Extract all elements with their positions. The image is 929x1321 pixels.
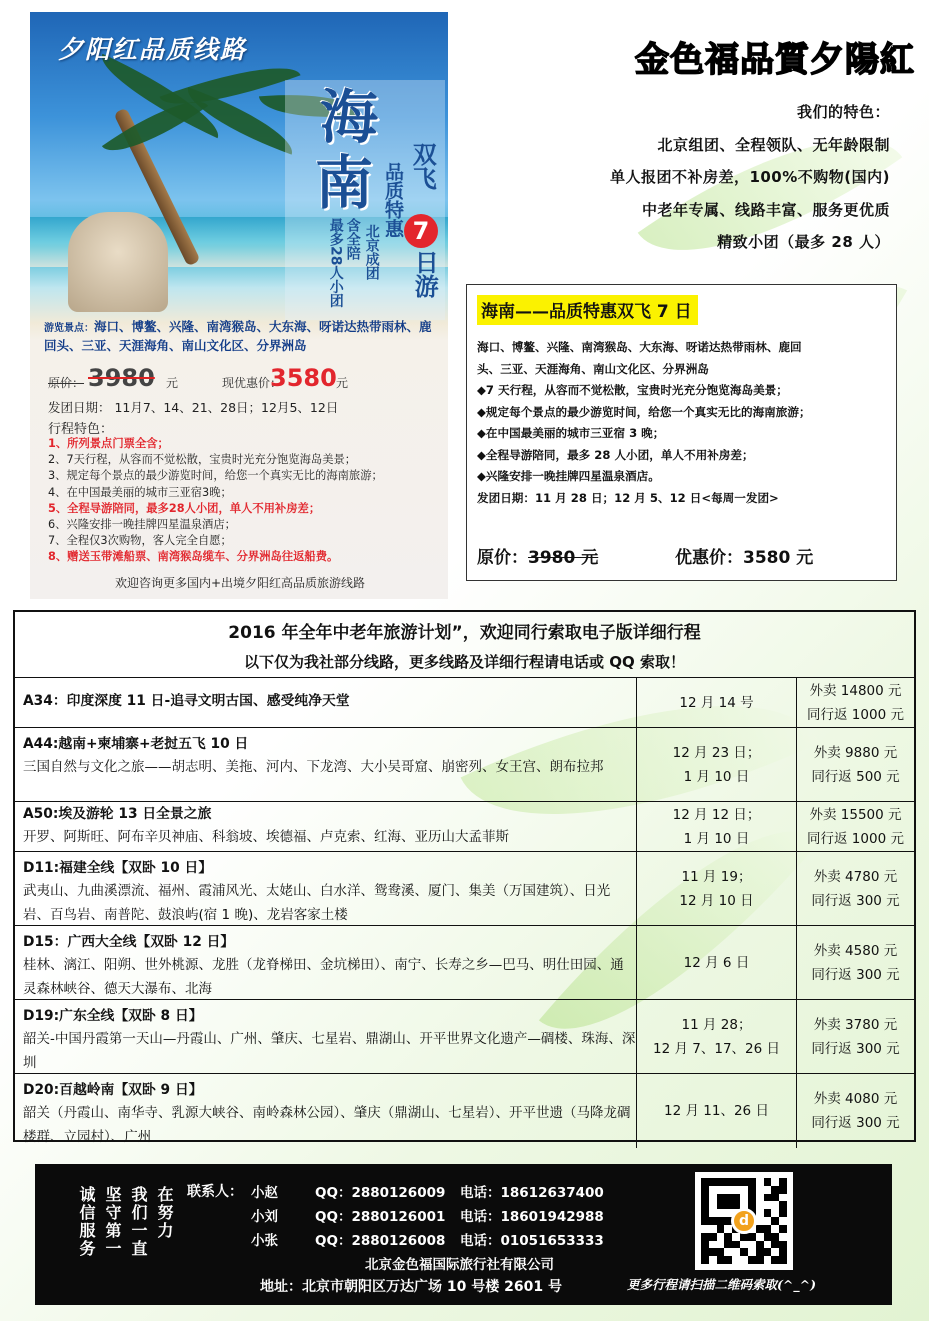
route-cell (15, 1074, 637, 1148)
price-cell (797, 728, 914, 801)
sand-sculpture-illustration (68, 212, 168, 312)
route-price: 外卖 15500 元 (809, 806, 902, 823)
route-date: 12 月 14 号 (679, 694, 754, 711)
poster-brand: 夕阳红品质线路 (58, 35, 248, 64)
poster-features-list (48, 436, 443, 566)
slogan-line: 我们一直 (129, 1186, 148, 1258)
poster-now-price-label: 现优惠价： (222, 376, 283, 390)
route-price: 外卖 9880 元 (813, 744, 898, 761)
promo-now-label: 优惠价： (675, 548, 743, 568)
slogan-line: 坚守第一 (103, 1186, 122, 1258)
route-rebate: 同行返 500 元 (811, 768, 900, 785)
promo-body (477, 337, 886, 509)
route-price: 外卖 4080 元 (813, 1091, 898, 1107)
promo-line: 海口、博鳌、兴隆、南湾猴岛、大东海、呀诺达热带雨林、鹿回 (477, 340, 802, 354)
poster-feature-item: 5、全程导游陪同，最多28人小团，单人不用补房差； (48, 501, 321, 515)
company-address: 地址：北京市朝阳区万达广场 10 号楼 2601 号 (260, 1279, 562, 1295)
table-row (15, 926, 914, 1000)
schedule-subheading: 以下仅为我社部分线路，更多线路及详细行程请电话或 QQ 索取！ (244, 653, 685, 671)
poster-orig-price-label: 原价： (48, 376, 85, 390)
promo-line: ◆7 天行程，从容而不觉松散，宝贵时光充分饱览海岛美景； (477, 383, 788, 397)
date-cell (637, 1000, 797, 1073)
contact-qq: QQ：2880126008 (315, 1233, 446, 1249)
hainan-poster (30, 12, 448, 599)
contact-name: 小赵 (251, 1185, 278, 1201)
date-cell (637, 852, 797, 925)
poster-price-row (48, 364, 443, 394)
price-cell (797, 678, 914, 727)
poster-seven-badge: 7 (404, 214, 438, 248)
route-desc: 开罗、阿斯旺、阿布辛贝神庙、科翁坡、埃德福、卢克索、红海、亚历山大孟菲斯 (23, 829, 509, 845)
date-cell (637, 926, 797, 999)
price-cell (797, 926, 914, 999)
schedule-heading: 2016 年全年中老年旅游计划”，欢迎同行索取电子版详细行程 (228, 623, 701, 643)
poster-orig-unit: 元 (166, 376, 179, 390)
route-date: 12 月 11、26 日 (664, 1103, 769, 1119)
poster-title-nan: 南 (315, 149, 374, 217)
route-name: D15：广西大全线【双卧 12 日】 (23, 934, 235, 950)
contact-phone: 电话：18601942988 (460, 1209, 604, 1225)
date-cell (637, 678, 797, 727)
promo-line: ◆在中国最美丽的城市三亚宿 3 晚； (477, 426, 665, 440)
poster-feature-item: 3、规定每个景点的最少游览时间，给您一个真实无比的海南旅游； (48, 469, 383, 483)
poster-feature-item: 4、在中国最美丽的城市三亚宿3晚； (48, 485, 232, 499)
poster-hanquan: 含全陪 (344, 218, 361, 260)
poster-zuiduo: 最多28人小团 (327, 218, 344, 308)
route-name: A50:埃及游轮 13 日全景之旅 (23, 806, 212, 822)
promo-line: ◆全程导游陪同，最多 28 人小团，单人不用补房差； (477, 447, 754, 462)
route-rebate: 同行返 1000 元 (807, 830, 904, 847)
poster-features-title: 行程特色： (48, 422, 114, 437)
feature-line: 我们的特色： (796, 103, 890, 121)
route-date: 12 月 6 日 (683, 954, 750, 971)
contact-row (185, 1205, 635, 1225)
poster-feature-item: 6、兴隆安排一晚挂牌四星温泉酒店； (48, 518, 236, 532)
poster-scenic-text: 海口、博鳌、兴隆、南湾猴岛、大东海、呀诺达热带雨林、鹿回头、三亚、天涯海角、南山文化区、分界洲岛 (44, 319, 432, 353)
route-rebate: 同行返 300 元 (811, 966, 900, 983)
route-date: 12 月 10 日 (679, 892, 754, 909)
schedule-header (15, 612, 914, 678)
route-cell (15, 728, 637, 801)
poster-feature-item: 8、赠送玉带滩船票、南湾猴岛缆车、分界洲岛往返船费。 (48, 550, 339, 564)
feature-list (470, 96, 890, 259)
poster-shuangfei: 双飞 (408, 142, 438, 190)
contact-qq: QQ：2880126009 (315, 1185, 446, 1201)
route-name: D11:福建全线【双卧 10 日】 (23, 860, 213, 876)
route-name: A34：印度深度 11 日-追寻文明古国、感受纯净天堂 (23, 693, 350, 709)
price-cell (797, 802, 914, 851)
route-name: D20:百越岭南【双卧 9 日】 (23, 1082, 203, 1098)
table-row (15, 802, 914, 852)
route-desc: 武夷山、九曲溪漂流、福州、霞浦风光、太姥山、白水洋、鸳鸯溪、厦门、集美（万国建筑）、日光岩、百鸟岩、南普陀、鼓浪屿(宿 1 晚)、龙岩客家土楼 (23, 883, 611, 923)
feature-line: 中老年专属、线路丰富、服务更优质 (641, 200, 890, 219)
route-name: A44:越南+柬埔寨+老挝五飞 10 日 (23, 736, 249, 752)
contact-name: 小刘 (251, 1209, 278, 1225)
contact-label: 联系人： (187, 1184, 243, 1200)
route-date: 1 月 10 日 (683, 768, 750, 785)
route-cell (15, 802, 637, 851)
promo-line: ◆规定每个景点的最少游览时间，给您一个真实无比的海南旅游； (477, 404, 811, 419)
route-date: 12 月 23 日； (672, 744, 761, 761)
feature-line: 北京组团、全程领队、无年龄限制 (657, 135, 890, 154)
poster-orig-price: 3980 (88, 364, 155, 392)
route-cell (15, 678, 637, 727)
poster-scenic-label: 游览景点： (44, 323, 94, 334)
promo-prices (477, 543, 897, 568)
route-date: 12 月 7、17、26 日 (653, 1040, 780, 1057)
route-rebate: 同行返 300 元 (811, 1115, 900, 1131)
promo-line: ◆兴隆安排一晚挂牌四星温泉酒店。 (477, 469, 660, 483)
poster-feature-item: 2、7天行程，从容而不觉松散，宝贵时光充分饱览海岛美景； (48, 453, 357, 467)
table-row (15, 852, 914, 926)
route-date: 1 月 10 日 (683, 830, 750, 847)
poster-scenic (44, 318, 439, 354)
footer-contact-bar (35, 1164, 892, 1305)
price-cell (797, 852, 914, 925)
route-price: 外卖 3780 元 (813, 1016, 898, 1033)
promo-orig-value: 3980 元 (528, 548, 599, 568)
price-cell (797, 1000, 914, 1073)
route-cell (15, 852, 637, 925)
poster-riyou: 日游 (410, 250, 440, 298)
route-cell (15, 1000, 637, 1073)
contact-phone: 电话：01051653333 (460, 1233, 604, 1249)
qr-logo-icon: d (731, 1208, 757, 1234)
company-name: 北京金色福国际旅行社有限公司 (365, 1257, 554, 1273)
promo-title: 海南——品质特惠双飞 7 日 (477, 295, 698, 325)
date-cell (637, 728, 797, 801)
poster-feature-item: 1、所列景点门票全含； (48, 437, 169, 450)
price-cell (797, 1074, 914, 1148)
poster-beijing: 北京成团 (363, 224, 380, 280)
route-date: 12 月 12 日； (672, 806, 761, 823)
promo-now (675, 543, 813, 568)
poster-now-unit: 元 (336, 376, 349, 390)
route-desc: 韶关-中国丹霞第一天山—丹霞山、广州、肇庆、七星岩、鼎湖山、开平世界文化遗产—碉楼、珠海、深圳 (23, 1031, 636, 1071)
promo-line: 发团日期：11 月 28 日；12 月 5、12 日<每周一发团> (477, 490, 779, 505)
route-desc: 桂林、漓江、阳朔、世外桃源、龙胜（龙脊梯田、金坑梯田）、南宁、长寿之乡—巴马、明仕田园、通灵森林峡谷、德天大瀑布、北海 (23, 957, 624, 997)
promo-orig-label: 原价： (477, 548, 528, 568)
route-price: 外卖 14800 元 (809, 682, 902, 699)
promo-line: 头、三亚、天涯海角、南山文化区、分界洲岛 (477, 361, 709, 376)
route-rebate: 同行返 300 元 (811, 1040, 900, 1057)
table-row (15, 678, 914, 728)
poster-dates: 发团日期： 11月7、14、21、28日；12月5、12日 (48, 400, 339, 415)
contact-row (185, 1229, 635, 1249)
poster-title-hai: 海 (320, 83, 379, 151)
route-rebate: 同行返 1000 元 (807, 706, 904, 723)
promo-box (466, 284, 897, 581)
route-price: 外卖 4580 元 (813, 942, 898, 959)
route-price: 外卖 4780 元 (813, 868, 898, 885)
route-cell (15, 926, 637, 999)
route-date: 11 月 19； (681, 868, 752, 885)
table-row (15, 728, 914, 802)
promo-now-value: 3580 元 (743, 548, 814, 568)
route-date: 11 月 28； (681, 1016, 752, 1033)
route-desc: 韶关（丹霞山、南华寺、乳源大峡谷、南岭森林公园）、肇庆（鼎湖山、七星岩）、开平世遗（马降龙碉楼群、立园村）、广州 (23, 1105, 631, 1145)
table-row (15, 1000, 914, 1074)
route-rebate: 同行返 300 元 (811, 892, 900, 909)
route-desc: 三国自然与文化之旅——胡志明、美拖、河内、下龙湾、大小吴哥窟、崩密列、女王宫、朗布拉邦 (23, 759, 604, 775)
poster-pinzhi: 品质特惠 (381, 162, 404, 238)
poster-welcome: 欢迎咨询更多国内+出境夕阳红高品质旅游线路 (114, 576, 366, 590)
contact-name: 小张 (251, 1233, 278, 1249)
company-title: 金色福品質夕陽紅 (635, 40, 915, 80)
route-name: D19:广东全线【双卧 8 日】 (23, 1008, 203, 1024)
feature-line: 单人报团不补房差，100%不购物(国内) (609, 168, 890, 186)
contact-row (185, 1181, 635, 1201)
date-cell (637, 1074, 797, 1148)
contact-phone: 电话：18612637400 (460, 1185, 604, 1201)
poster-now-price: 3580 (270, 364, 337, 392)
slogan-line: 诚信服务 (77, 1186, 96, 1258)
feature-line: 精致小团（最多 28 人） (717, 233, 890, 251)
contact-qq: QQ：2880126001 (315, 1209, 446, 1225)
poster-feature-item: 7、全程仅3次购物，客人完全自愿； (48, 534, 232, 548)
slogan-line: 在努力 (155, 1186, 174, 1240)
schedule-table (13, 610, 916, 1145)
date-cell (637, 802, 797, 851)
qr-note: 更多行程请扫描二维码索取(^_^) (627, 1277, 817, 1292)
table-row (15, 1074, 914, 1148)
